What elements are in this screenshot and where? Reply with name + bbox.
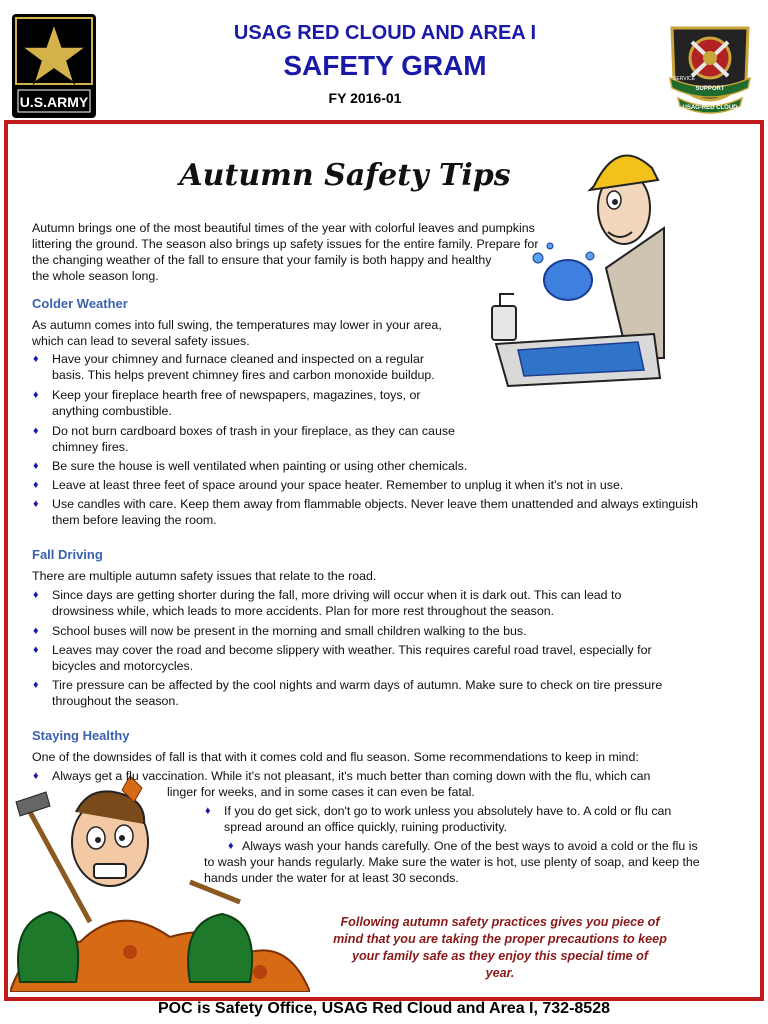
diamond-bullet-icon: ♦ — [33, 589, 39, 601]
lead-line: There are multiple autumn safety issues that relate to the road. — [32, 569, 377, 583]
diamond-bullet-icon: ♦ — [33, 770, 39, 782]
intro-line: Autumn brings one of the most beautiful times of the year with colorful leaves and pumpkins — [32, 221, 535, 235]
section-heading-staying-healthy: Staying Healthy — [32, 728, 130, 743]
article-title: Autumn Safety Tips — [179, 158, 511, 193]
intro-line: littering the ground. The season also brings up safety issues for the entire family. Prepare for — [32, 237, 539, 251]
bullet-line: If you do get sick, don't go to work unless you absolutely have to. A cold or flu can — [224, 804, 672, 818]
diamond-bullet-icon: ♦ — [33, 679, 39, 691]
bullet-item — [32, 768, 650, 800]
crest-text-bottom: USAG-RED CLOUD — [682, 105, 738, 111]
diamond-bullet-icon: ♦ — [33, 644, 39, 656]
bullet-line: drowsiness while, which leads to more accidents. Plan for more rest throughout the season. — [52, 604, 555, 618]
us-army-logo — [12, 14, 96, 118]
bullet-line: to wash your hands regularly. Make sure the water is hot, use plenty of soap, and keep the — [204, 855, 700, 869]
bullet-line: Have your chimney and furnace cleaned and inspected on a regular — [52, 352, 424, 366]
lead-line: One of the downsides of fall is that with it comes cold and flu season. Some recommendations to keep in mind: — [32, 750, 639, 764]
header-organization: USAG RED CLOUD AND AREA I — [233, 22, 537, 44]
bullet-item — [32, 458, 467, 474]
bullet-line: basis. This helps prevent chimney fires and carbon monoxide buildup. — [52, 368, 435, 382]
closing-line: your family safe as they enjoy this special time of — [351, 949, 649, 963]
intro-line: the changing weather of the fall to ensure that your family is both happy and healthy — [32, 253, 492, 267]
section-lead — [32, 749, 639, 765]
bullet-line: bicycles and motorcycles. — [52, 659, 194, 673]
army-logo-text: U.S.ARMY — [19, 94, 89, 110]
section-heading-colder-weather: Colder Weather — [32, 296, 128, 311]
bullet-line: linger for weeks, and in some cases it can even be fatal. — [167, 785, 475, 799]
bullet-line: Keep your fireplace hearth free of newspapers, magazines, toys, or — [52, 388, 421, 402]
section-lead — [32, 317, 442, 349]
diamond-bullet-icon: ♦ — [33, 625, 39, 637]
usag-red-cloud-crest — [662, 20, 758, 116]
bullet-item — [204, 838, 700, 886]
diamond-bullet-icon: ♦ — [33, 425, 39, 437]
closing-line: year. — [485, 966, 515, 980]
bullet-line: throughout the season. — [52, 694, 179, 708]
bullet-line: Always wash your hands carefully. One of the best ways to avoid a cold or the flu is — [242, 839, 698, 853]
lead-line: As autumn comes into full swing, the temperatures may lower in your area, — [32, 318, 442, 332]
bullet-line: Tire pressure can be affected by the cool nights and warm days of autumn. Make sure to check on tire pressure — [52, 678, 663, 692]
bullet-line: hands under the water for at least 30 seconds. — [204, 871, 459, 885]
bullet-line: them before leaving the room. — [52, 513, 217, 527]
bullet-item — [32, 496, 698, 528]
bullet-line: Do not burn cardboard boxes of trash in your fireplace, as they can cause — [52, 424, 455, 438]
bullet-line: Leave at least three feet of space around your space heater. Remember to unplug it when it's not in use. — [52, 478, 624, 492]
bullet-line: School buses will now be present in the morning and small children walking to the bus. — [52, 624, 527, 638]
diamond-bullet-icon: ♦ — [33, 460, 39, 472]
bullet-item — [204, 803, 671, 835]
bullet-line: anything combustible. — [52, 404, 172, 418]
section-lead — [32, 568, 376, 584]
bullet-line: Use candles with care. Keep them away from flammable objects. Never leave them unattended and always extinguish — [52, 497, 699, 511]
bullet-line: chimney fires. — [52, 440, 129, 454]
bullet-first-line — [204, 838, 700, 854]
closing-message — [305, 914, 695, 982]
diamond-bullet-icon: ♦ — [33, 353, 39, 365]
header-title: SAFETY GRAM — [283, 50, 487, 81]
crest-text-mid: SUPPORT — [695, 86, 725, 92]
bullet-item — [32, 351, 435, 383]
closing-line: Following autumn safety practices gives you piece of — [340, 915, 660, 929]
bullet-item — [32, 423, 455, 455]
diamond-bullet-icon: ♦ — [33, 479, 39, 491]
bullet-item — [32, 587, 621, 619]
bullet-line: Always get a flu vaccination. While it's not pleasant, it's much better than coming down with the flu, which can — [52, 769, 651, 783]
fiscal-year-label: FY 2016-01 — [328, 90, 402, 106]
crest-text-top: SERVICE — [673, 76, 695, 82]
diamond-bullet-icon: ♦ — [33, 389, 39, 401]
lead-line: which can lead to several safety issues. — [32, 334, 250, 348]
bullet-item — [32, 387, 420, 419]
bullet-line: Since days are getting shorter during the fall, more driving will occur when it is dark out. This can lead to — [52, 588, 622, 602]
bullet-item — [32, 477, 623, 493]
bullet-item — [32, 677, 662, 709]
section-heading-fall-driving: Fall Driving — [32, 547, 103, 562]
bullet-line: Leaves may cover the road and become slippery with weather. This requires careful road travel, especially for — [52, 643, 652, 657]
bullet-line: Be sure the house is well ventilated when painting or using other chemicals. — [52, 459, 468, 473]
bullet-item — [32, 642, 652, 674]
intro-line: the whole season long. — [32, 269, 159, 283]
diamond-bullet-icon: ♦ — [228, 840, 234, 852]
intro-paragraph — [32, 220, 538, 284]
closing-line: mind that you are taking the proper precautions to keep — [333, 932, 667, 946]
bullet-line: spread around an office quickly, ruining productivity. — [224, 820, 508, 834]
bullet-item — [32, 623, 527, 639]
diamond-bullet-icon: ♦ — [205, 805, 211, 817]
diamond-bullet-icon: ♦ — [33, 498, 39, 510]
footer-poc: POC is Safety Office, USAG Red Cloud and Area I, 732-8528 — [158, 1000, 610, 1017]
